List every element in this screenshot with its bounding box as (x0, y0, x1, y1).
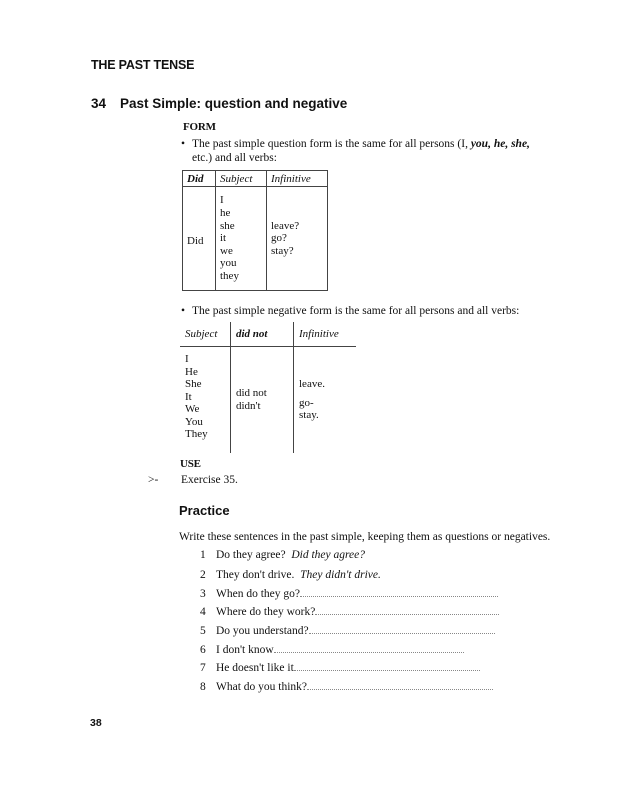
cell-infinitives: leave? go? stay? (267, 187, 328, 291)
form-bullet-question (181, 137, 571, 165)
answer-text: Did they agree? (291, 549, 366, 561)
arrow-icon: >- (148, 474, 159, 486)
form-bullet-negative (181, 304, 519, 318)
header-subject: Subject (180, 322, 231, 347)
exercise-item: 3 When do they go? (200, 587, 498, 603)
cell-did: Did (183, 187, 216, 291)
use-text: Exercise 35. (181, 474, 238, 486)
use-line (148, 473, 238, 487)
use-label: USE (180, 458, 201, 470)
exercise-item: 2 They don't drive. They didn't drive. (200, 569, 381, 581)
practice-title: Practice (179, 503, 230, 518)
exercise-item: 1 Do they agree? Did they agree? (200, 549, 366, 561)
answer-blank[interactable] (300, 587, 498, 597)
form-label: FORM (183, 121, 216, 133)
exercise-item: 5 Do you understand? (200, 624, 495, 640)
exercise-item: 6 I don't know (200, 643, 464, 659)
exercise-item: 4 Where do they work? (200, 605, 499, 621)
header-infinitive: Infinitive (294, 322, 357, 347)
bullet-text-line2: etc.) and all verbs: (192, 152, 277, 164)
answer-blank[interactable] (309, 624, 495, 634)
unit-title: Past Simple: question and negative (120, 96, 348, 111)
exercise-item: 8 What do you think? (200, 680, 493, 696)
cell-auxiliaries: did not didn't (231, 347, 294, 454)
unit-number: 34 (91, 96, 107, 111)
bullet-text: The past simple negative form is the same for all persons and all verbs: (192, 305, 520, 317)
question-form-table (182, 170, 328, 291)
header-did: Did (183, 171, 216, 187)
bullet-icon: • (181, 138, 186, 150)
bullet-icon: • (181, 305, 186, 317)
bullet-emphasis: you, he, she, (470, 138, 530, 150)
header-did-not: did not (231, 322, 294, 347)
bullet-text: The past simple question form is the same for all persons (I, (192, 138, 471, 150)
unit-heading (91, 96, 347, 111)
chapter-title: THE PAST TENSE (91, 58, 195, 72)
cell-subjects: I he she it we you they (216, 187, 267, 291)
answer-blank[interactable] (315, 605, 499, 615)
answer-text: They didn't drive. (300, 569, 381, 581)
answer-blank[interactable] (307, 680, 493, 690)
header-infinitive: Infinitive (267, 171, 328, 187)
page-number: 38 (90, 717, 102, 729)
cell-subjects: I He She It We You They (185, 352, 208, 441)
answer-blank[interactable] (294, 661, 480, 671)
practice-instruction: Write these sentences in the past simple, keeping them as questions or negatives. (179, 531, 551, 543)
exercise-item: 7 He doesn't like it (200, 661, 480, 677)
answer-blank[interactable] (274, 643, 464, 653)
negative-form-table (180, 322, 356, 453)
header-subject: Subject (216, 171, 267, 187)
cell-infinitives: leave. go- stay. (294, 347, 357, 454)
